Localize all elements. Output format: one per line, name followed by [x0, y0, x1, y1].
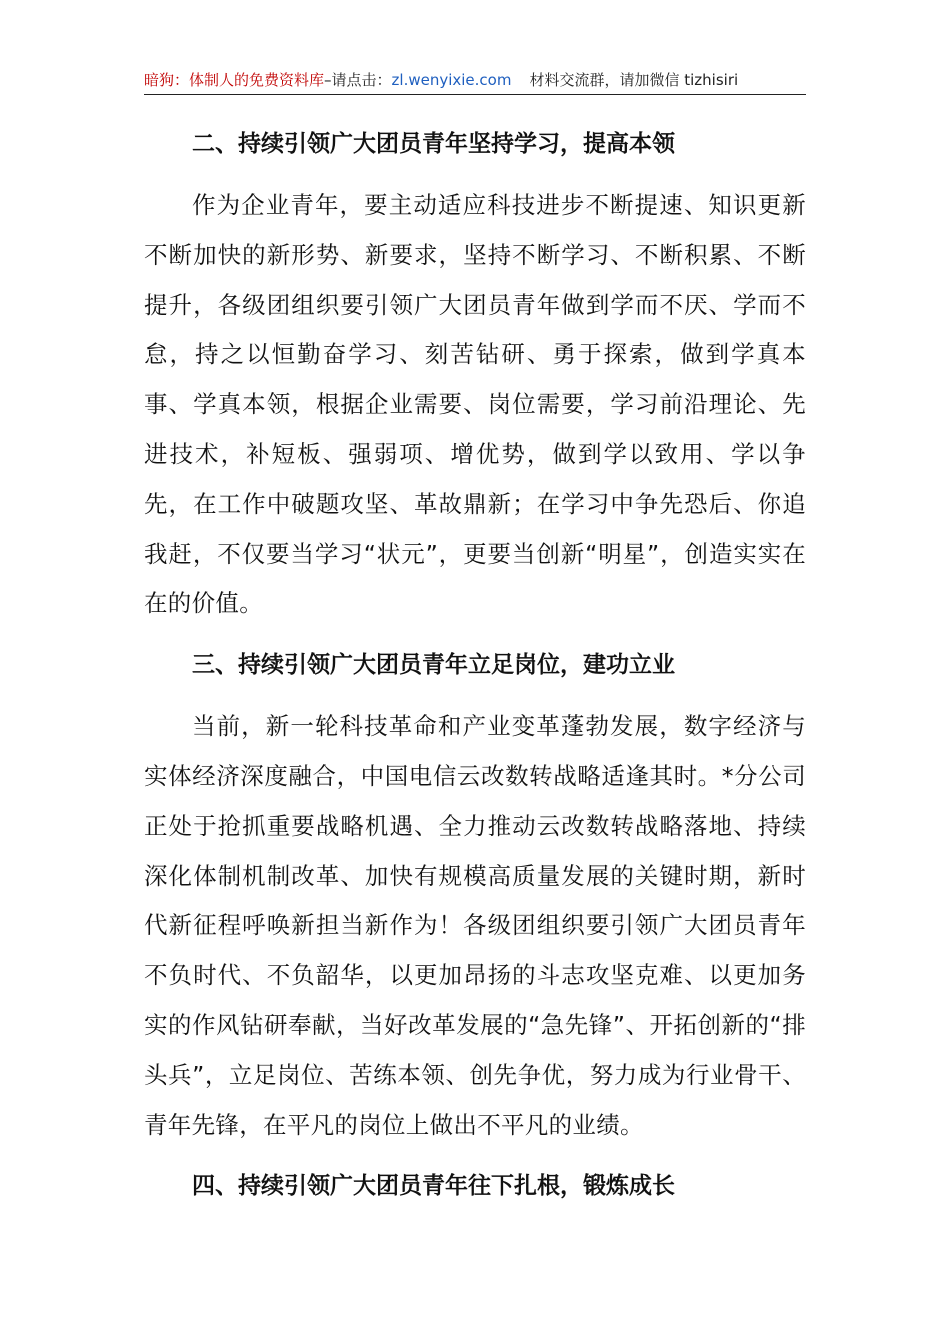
section-body-2: 作为企业青年，要主动适应科技进步不断提速、知识更新不断加快的新形势、新要求，坚持不断学习、不断积累、不断提升，各级团组织要引领广大团员青年做到学而不厌、学而不怠，持之以恒勤奋学习、刻苦钻研、勇于探索，做到学真本事、学真本领，根据企业需要、岗位需要，学习前沿理论、先进技术，补短板、强弱项、增优势，做到学以致用、学以争先，在工作中破题攻坚、革故鼎新；在学习中争先恐后、你追我赶，不仅要当学习“状元”，更要当创新“明星”，创造实实在在的价值。: [144, 191, 806, 618]
section-heading-4: 四、持续引领广大团员青年往下扎根，锻炼成长: [192, 1173, 675, 1200]
header-site-name[interactable]: 暗狗：体制人的免费资料库: [144, 71, 325, 89]
header-wechat-note: 材料交流群，请加微信 tizhisiri: [529, 71, 739, 89]
section-heading-3: 三、持续引领广大团员青年立足岗位，建功立业: [192, 652, 675, 679]
section-heading-2: 二、持续引领广大团员青年坚持学习，提高本领: [192, 131, 675, 157]
header-click-prompt: –请点击：: [324, 71, 392, 89]
section-body-3: 当前，新一轮科技革命和产业变革蓬勃发展，数字经济与实体经济深度融合，中国电信云改数转战略适逢其时。*分公司正处于抢抓重要战略机遇、全力推动云改数转战略落地、持续深化体制机制改革、加快有规模高质量发展的关键时期，新时代新征程呼唤新担当新作为！各级团组织要引领广大团员青年不负时代、不负韶华，以更加昂扬的斗志攻坚克难、以更加务实的作风钻研奉献，当好改革发展的“急先锋”、开拓创新的“排头兵”，立足岗位、苦练本领、创先争优，努力成为行业骨干、青年先锋，在平凡的岗位上做出不平凡的业绩。: [144, 712, 806, 1139]
document-body: [144, 120, 806, 1210]
header-url-link[interactable]: zl.wenyixie.com: [391, 71, 512, 89]
page-header: [144, 68, 806, 95]
